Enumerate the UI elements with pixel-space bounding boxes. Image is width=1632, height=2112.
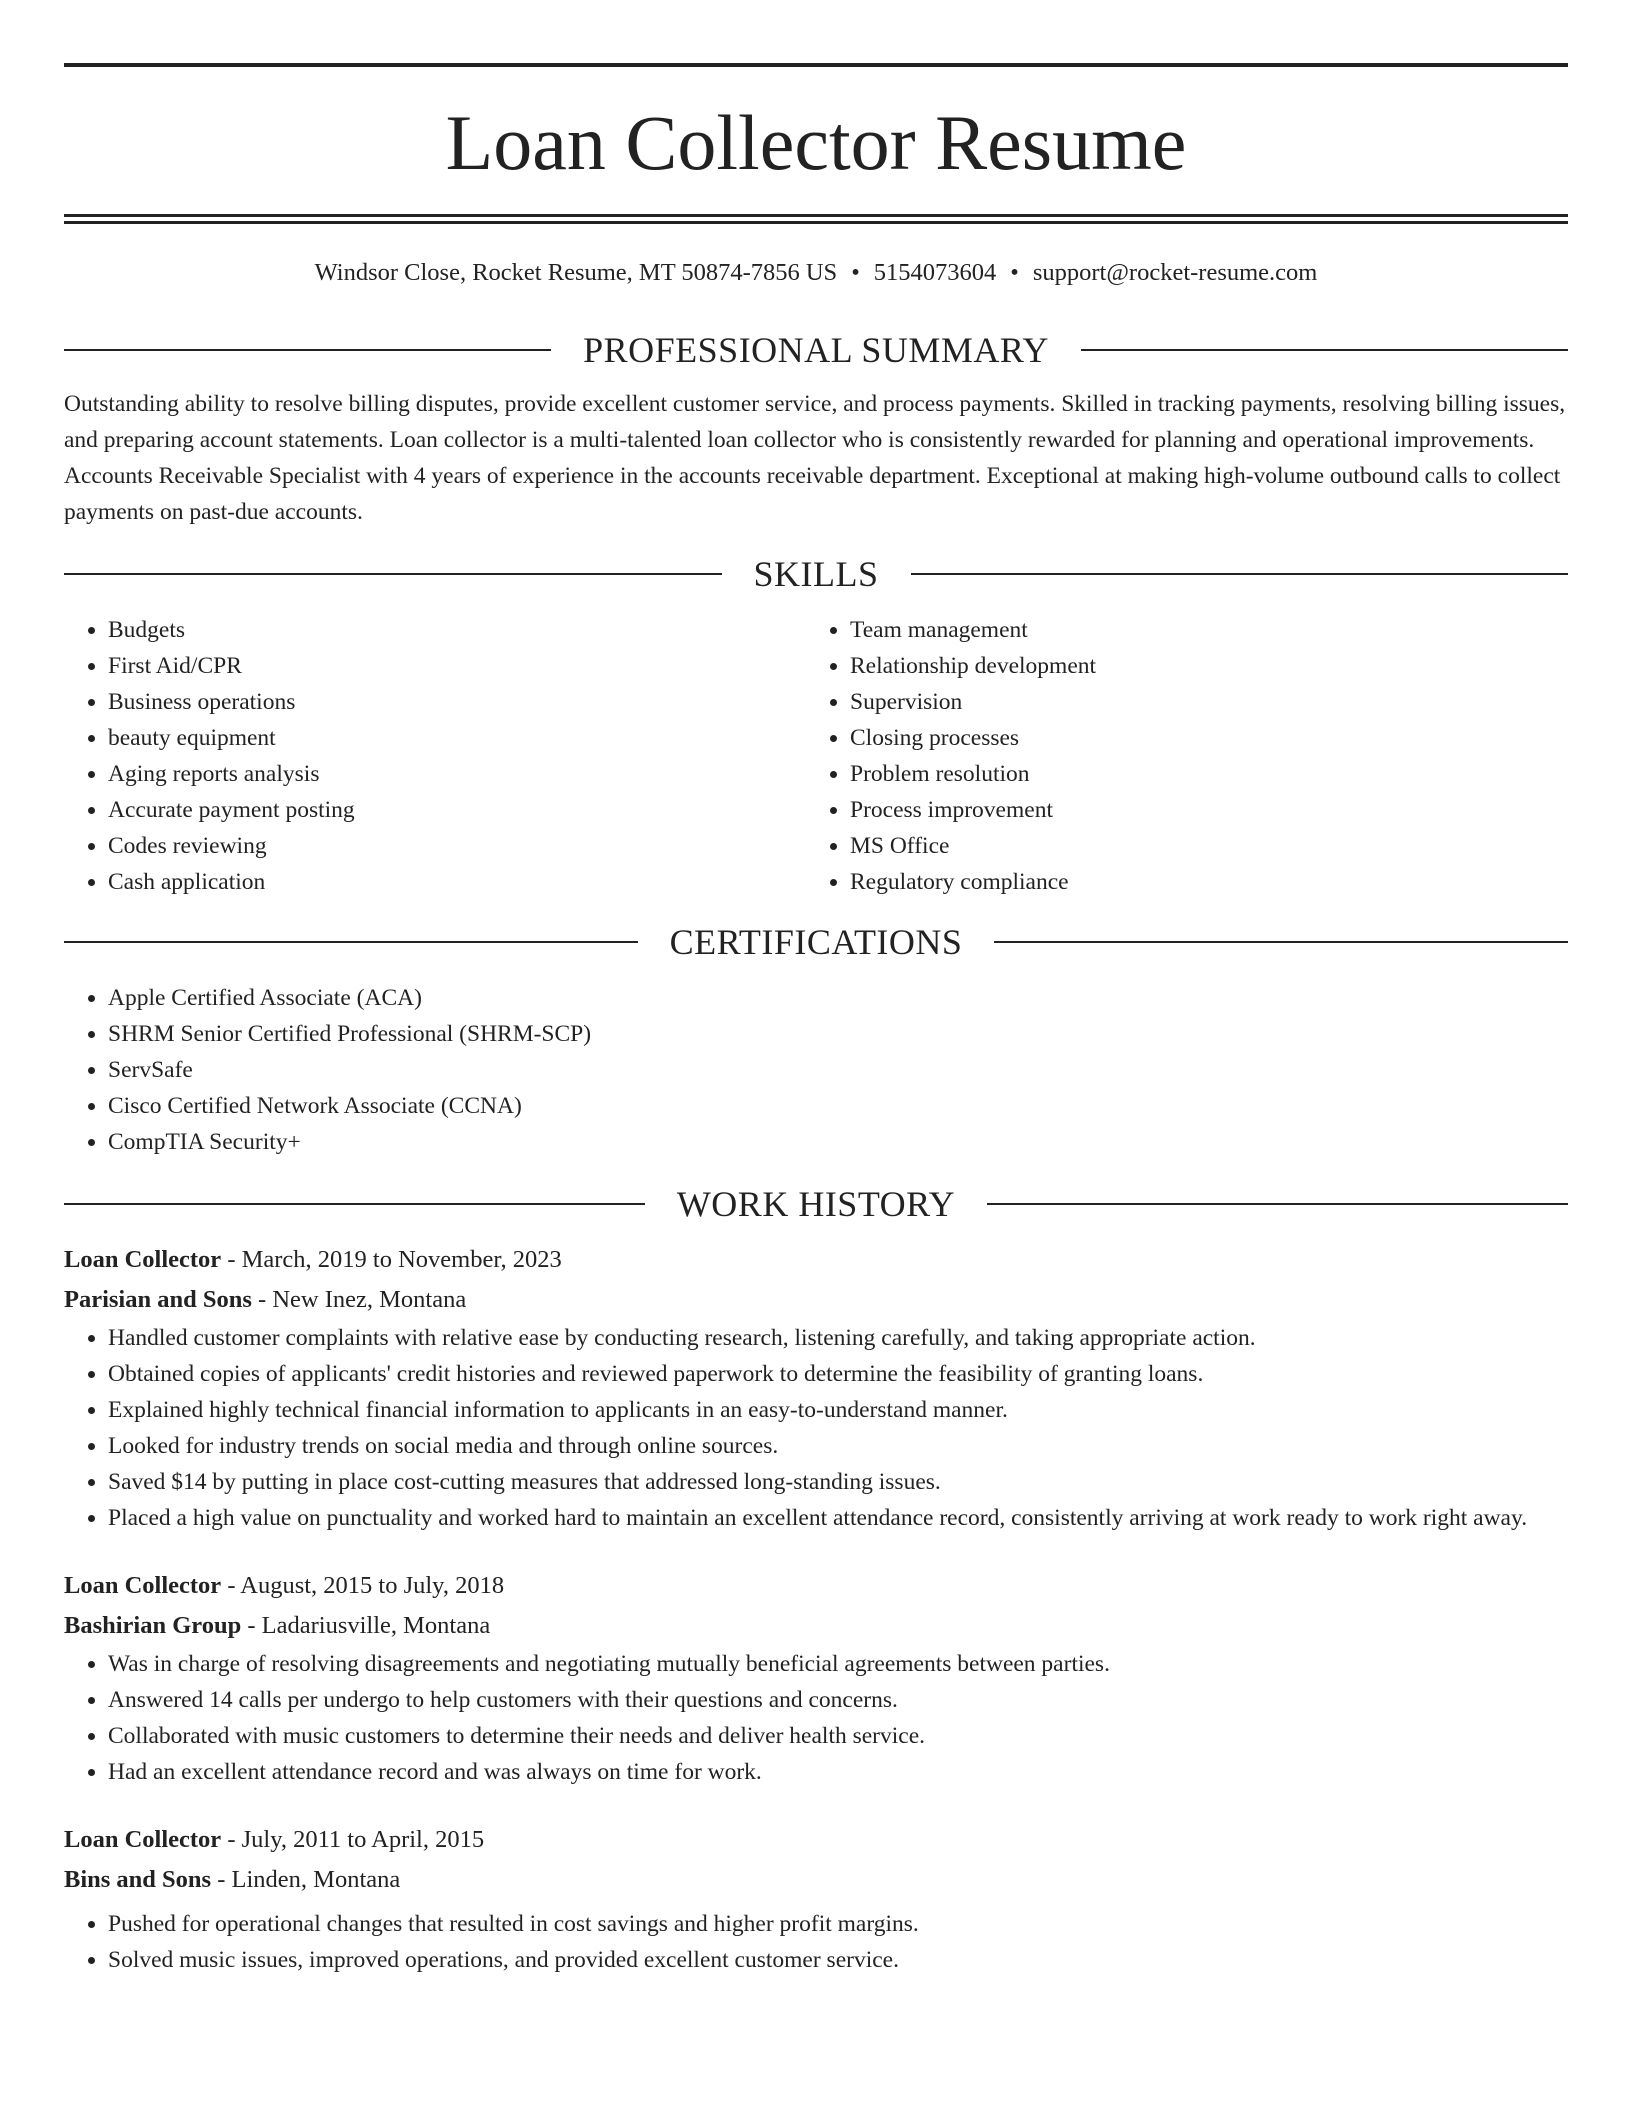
skill-item: • First Aid/CPR xyxy=(108,648,806,684)
job-company: Bashirian Group xyxy=(64,1612,242,1639)
job-entry xyxy=(64,1820,1568,1978)
job-bullet: • Answered 14 calls per undergo to help customers with their questions and concerns. xyxy=(108,1682,1568,1718)
job-bullet: • Solved music issues, improved operations, and provided excellent customer service. xyxy=(108,1942,1568,1978)
summary-text: Outstanding ability to resolve billing disputes, provide excellent customer service, and process payments. Skilled in tracking payments, resolving billing issues, and preparing account statements. Loan collector is a multi-talented loan collector who is consistently rewarded for planning and operational improvements. Accounts Receivable Specialist with 4 years of experience in the accounts receivable department. Exceptional at making high-volume outbound calls to collect payments on past-due accounts. xyxy=(64,391,1566,525)
job-bullet: • Collaborated with music customers to determine their needs and deliver health service. xyxy=(108,1718,1568,1754)
contact-separator: • xyxy=(1010,259,1019,286)
top-rule xyxy=(64,63,1568,67)
job-bullet: • Explained highly technical financial information to applicants in an easy-to-understand manner. xyxy=(108,1392,1568,1428)
divider-line xyxy=(994,941,1568,943)
certification-item: • ServSafe xyxy=(108,1052,1568,1088)
skill-item: • Closing processes xyxy=(850,720,1548,756)
certifications-section-header xyxy=(64,920,1568,964)
job-role: Loan Collector xyxy=(64,1246,222,1273)
skill-item: • MS Office xyxy=(850,828,1548,864)
job-company-line xyxy=(64,1280,1568,1320)
divider-line xyxy=(64,573,722,575)
job-bullet: • Was in charge of resolving disagreements and negotiating mutually beneficial agreements between parties. xyxy=(108,1646,1568,1682)
job-role: Loan Collector xyxy=(64,1826,222,1853)
resume-page xyxy=(64,0,1568,1978)
job-dates: - August, 2015 to July, 2018 xyxy=(221,1572,505,1599)
job-role: Loan Collector xyxy=(64,1572,222,1599)
skill-item: • Regulatory compliance xyxy=(850,864,1548,900)
skills-section-header xyxy=(64,552,1568,596)
job-bullets xyxy=(64,1320,1568,1536)
job-bullet: • Obtained copies of applicants' credit histories and reviewed paperwork to determine the feasibility of granting loans. xyxy=(108,1356,1568,1392)
certification-item: • Apple Certified Associate (ACA) xyxy=(108,980,1568,1016)
contact-separator: • xyxy=(851,259,860,286)
skill-item: • Supervision xyxy=(850,684,1548,720)
divider-line xyxy=(911,573,1569,575)
job-dates: - March, 2019 to November, 2023 xyxy=(221,1246,562,1273)
job-company: Parisian and Sons xyxy=(64,1286,252,1313)
job-location: - New Inez, Montana xyxy=(251,1286,467,1313)
job-bullet: • Saved $14 by putting in place cost-cutting measures that addressed long-standing issues. xyxy=(108,1464,1568,1500)
contact-line xyxy=(64,258,1568,288)
summary-section-header xyxy=(64,328,1568,372)
certification-item: • Cisco Certified Network Associate (CCNA) xyxy=(108,1088,1568,1124)
work-history-heading: WORK HISTORY xyxy=(676,1184,956,1224)
job-company-line xyxy=(64,1860,1568,1900)
job-bullets xyxy=(64,1906,1568,1978)
skill-item: • Problem resolution xyxy=(850,756,1548,792)
title-double-rule xyxy=(64,214,1568,224)
skill-item: • Cash application xyxy=(108,864,806,900)
skill-item: • Team management xyxy=(850,612,1548,648)
job-company-line xyxy=(64,1606,1568,1646)
skill-item: • Process improvement xyxy=(850,792,1548,828)
job-title-line xyxy=(64,1820,1568,1860)
summary-heading: PROFESSIONAL SUMMARY xyxy=(583,330,1049,370)
certifications-heading: CERTIFICATIONS xyxy=(669,922,963,962)
job-location: - Linden, Montana xyxy=(211,1866,401,1893)
skill-item: • Business operations xyxy=(108,684,806,720)
job-bullet: • Pushed for operational changes that resulted in cost savings and higher profit margins. xyxy=(108,1906,1568,1942)
certification-item: • SHRM Senior Certified Professional (SHRM-SCP) xyxy=(108,1016,1568,1052)
page-title: Loan Collector Resume xyxy=(445,99,1187,186)
skill-item: • Codes reviewing xyxy=(108,828,806,864)
job-bullet: • Looked for industry trends on social media and through online sources. xyxy=(108,1428,1568,1464)
job-title-line xyxy=(64,1566,1568,1606)
skill-item: • Accurate payment posting xyxy=(108,792,806,828)
certifications-list xyxy=(64,980,1568,1160)
divider-line xyxy=(1081,349,1568,351)
skill-item: • beauty equipment xyxy=(108,720,806,756)
skill-item: • Budgets xyxy=(108,612,806,648)
job-title-line xyxy=(64,1240,1568,1280)
skills-list-right xyxy=(806,612,1548,900)
job-bullet: • Had an excellent attendance record and was always on time for work. xyxy=(108,1754,1568,1790)
job-company: Bins and Sons xyxy=(64,1866,212,1893)
skills-list-left xyxy=(64,612,806,900)
skills-column-left xyxy=(64,612,806,900)
skill-item: • Aging reports analysis xyxy=(108,756,806,792)
divider-line xyxy=(64,1203,645,1205)
divider-line xyxy=(64,941,638,943)
job-entry xyxy=(64,1240,1568,1536)
job-dates: - July, 2011 to April, 2015 xyxy=(221,1826,485,1853)
divider-line xyxy=(987,1203,1568,1205)
skill-item: • Relationship development xyxy=(850,648,1548,684)
contact-address: Windsor Close, Rocket Resume, MT 50874-7856 US xyxy=(314,259,838,286)
contact-phone: 5154073604 xyxy=(873,259,997,286)
job-location: - Ladariusville, Montana xyxy=(241,1612,491,1639)
skills-column-right xyxy=(806,612,1548,900)
job-bullets xyxy=(64,1646,1568,1790)
work-history-section-header xyxy=(64,1182,1568,1226)
skills-heading: SKILLS xyxy=(753,554,879,594)
divider-line xyxy=(64,349,551,351)
certification-item: • CompTIA Security+ xyxy=(108,1124,1568,1160)
skills-grid xyxy=(64,612,1568,900)
job-bullet: • Handled customer complaints with relative ease by conducting research, listening carefully, and taking appropriate action. xyxy=(108,1320,1568,1356)
job-bullet: • Placed a high value on punctuality and worked hard to maintain an excellent attendance record, consistently arriving at work ready to work right away. xyxy=(108,1500,1568,1536)
job-entry xyxy=(64,1566,1568,1790)
contact-email: support@rocket-resume.com xyxy=(1032,259,1318,286)
